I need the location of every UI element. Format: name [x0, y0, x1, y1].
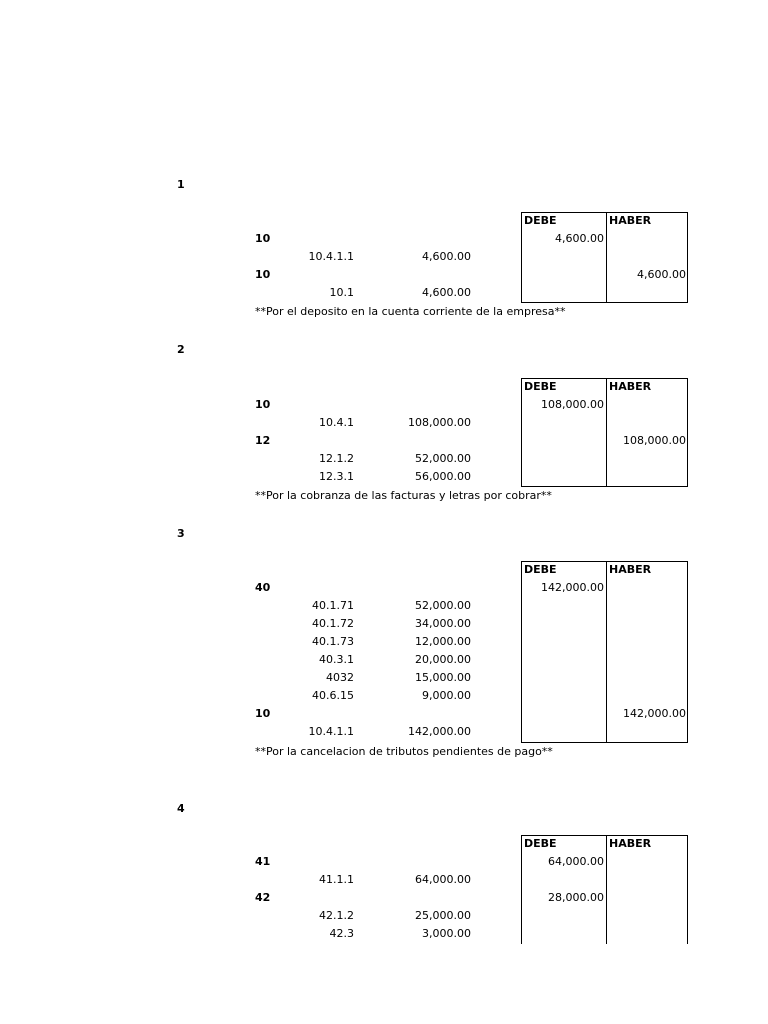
- haber-header: HABER: [609, 214, 652, 227]
- debe-amount: 4,600.00: [555, 232, 604, 245]
- subaccount-code: 41.1.1: [319, 873, 354, 886]
- entry-description: **Por la cobranza de las facturas y letras por cobrar**: [255, 489, 552, 502]
- subaccount-code: 12.1.2: [319, 452, 354, 465]
- subaccount-code: 40.3.1: [319, 653, 354, 666]
- debe-header: DEBE: [524, 214, 557, 227]
- subaccount-code: 42.3: [329, 927, 354, 940]
- subaccount-amount: 64,000.00: [415, 873, 471, 886]
- subaccount-amount: 20,000.00: [415, 653, 471, 666]
- subaccount-code: 40.1.72: [312, 617, 354, 630]
- subaccount-amount: 52,000.00: [415, 452, 471, 465]
- subaccount-code: 10.4.1.1: [308, 250, 354, 263]
- entry-number: 4: [177, 802, 185, 815]
- subaccount-amount: 12,000.00: [415, 635, 471, 648]
- entry-number: 1: [177, 178, 185, 191]
- debe-header: DEBE: [524, 563, 557, 576]
- debe-haber-box: [521, 378, 688, 487]
- subaccount-code: 40.1.73: [312, 635, 354, 648]
- debe-header: DEBE: [524, 837, 557, 850]
- haber-header: HABER: [609, 563, 652, 576]
- column-divider: [606, 836, 607, 944]
- entry-number: 2: [177, 343, 185, 356]
- debe-haber-box: [521, 835, 688, 944]
- account-code: 42: [255, 891, 271, 904]
- account-code: 10: [255, 268, 271, 281]
- subaccount-code: 4032: [326, 671, 354, 684]
- subaccount-code: 10.4.1: [319, 416, 354, 429]
- debe-amount: 142,000.00: [541, 581, 604, 594]
- debe-amount: 108,000.00: [541, 398, 604, 411]
- account-code: 10: [255, 232, 271, 245]
- subaccount-amount: 4,600.00: [422, 286, 471, 299]
- debe-header: DEBE: [524, 380, 557, 393]
- account-code: 10: [255, 707, 271, 720]
- haber-amount: 108,000.00: [623, 434, 686, 447]
- column-divider: [606, 379, 607, 486]
- account-code: 41: [255, 855, 271, 868]
- debe-amount: 64,000.00: [548, 855, 604, 868]
- debe-amount: 28,000.00: [548, 891, 604, 904]
- haber-amount: 142,000.00: [623, 707, 686, 720]
- subaccount-code: 40.1.71: [312, 599, 354, 612]
- subaccount-amount: 3,000.00: [422, 927, 471, 940]
- subaccount-code: 40.6.15: [312, 689, 354, 702]
- subaccount-amount: 4,600.00: [422, 250, 471, 263]
- account-code: 40: [255, 581, 271, 594]
- entry-number: 3: [177, 527, 185, 540]
- column-divider: [606, 213, 607, 302]
- haber-header: HABER: [609, 380, 652, 393]
- haber-amount: 4,600.00: [637, 268, 686, 281]
- subaccount-amount: 9,000.00: [422, 689, 471, 702]
- subaccount-amount: 56,000.00: [415, 470, 471, 483]
- subaccount-amount: 25,000.00: [415, 909, 471, 922]
- subaccount-code: 10.4.1.1: [308, 725, 354, 738]
- subaccount-amount: 34,000.00: [415, 617, 471, 630]
- account-code: 12: [255, 434, 271, 447]
- subaccount-amount: 15,000.00: [415, 671, 471, 684]
- subaccount-amount: 52,000.00: [415, 599, 471, 612]
- entry-description: **Por el deposito en la cuenta corriente de la empresa**: [255, 305, 566, 318]
- subaccount-code: 42.1.2: [319, 909, 354, 922]
- account-code: 10: [255, 398, 271, 411]
- subaccount-code: 12.3.1: [319, 470, 354, 483]
- subaccount-code: 10.1: [329, 286, 354, 299]
- entry-description: **Por la cancelacion de tributos pendientes de pago**: [255, 745, 553, 758]
- haber-header: HABER: [609, 837, 652, 850]
- subaccount-amount: 142,000.00: [408, 725, 471, 738]
- subaccount-amount: 108,000.00: [408, 416, 471, 429]
